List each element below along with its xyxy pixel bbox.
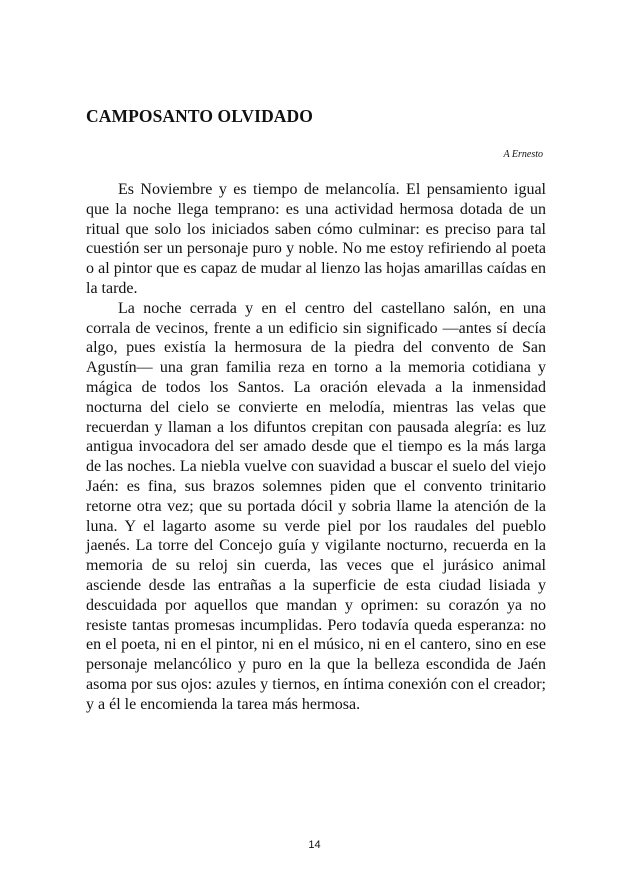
body-text xyxy=(86,180,546,715)
paragraph-1: Es Noviembre y es tiempo de melancolía. El pensamiento igual que la noche llega temprano: es una actividad hermosa dotada de un ritual que solo los iniciados saben cómo culminar: es preciso para tal cuestión ser un personaje puro y noble. No me estoy refiriendo al poeta o al pintor que es capaz de mudar al lienzo las hojas amarillas caídas en la tarde. xyxy=(86,181,546,297)
paragraph-2: La noche cerrada y en el centro del castellano salón, en una corrala de vecinos, frente a un edificio sin significado —antes sí decía algo, pues existía la hermosura de la piedra del convento de San Agustín— una gran familia reza en torno a la memoria cotidiana y mágica de todos los Santos. La oración elevada a la inmensidad nocturna del cielo se convierte en melodía, mientras las velas que recuerdan y llaman a los difuntos crepitan con pausada alegría: es luz antigua invocadora del ser amado desde que el tiempo es la más larga de las noches. La niebla vuelve con suavidad a buscar el suelo del viejo Jaén: es fina, sus brazos solemnes piden que el convento trinitario retorne otra vez; que su portada dócil y sobria llame la atención de la luna. Y el lagarto asome su verde piel por los raudales del pueblo jaenés. La torre del Concejo guía y vigilante nocturno, recuerda en la memoria de su reloj sin cuerda, las veces que el jurásico animal asciende desde las entrañas a la superficie de esta ciudad lisiada y descuidada por aquellos que mandan y oprimen: su corazón ya no resiste tantas promesas incumplidas. Pero todavía queda esperanza: no en el poeta, ni en el pintor, ni en el músico, ni en el cantero, sino en ese personaje melancólico y puro en la que la belleza escondida de Jaén asoma por sus ojos: azules y tiernos, en íntima conexión con el creador; y a él le encomienda la tarea más hermosa. xyxy=(86,299,546,713)
chapter-title: CAMPOSANTO OLVIDADO xyxy=(86,106,313,126)
dedication: A Ernesto xyxy=(503,149,543,160)
page-number: 14 xyxy=(308,839,321,851)
